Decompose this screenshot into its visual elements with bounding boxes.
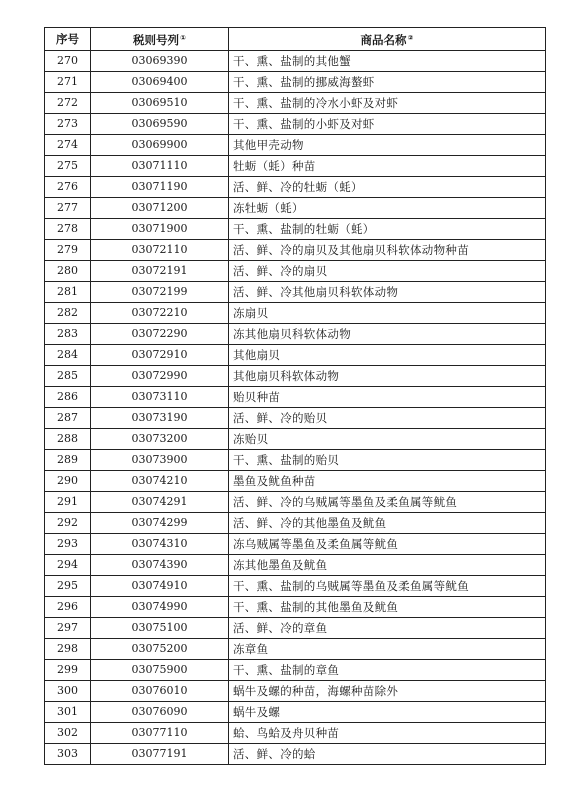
cell-name: 冻扇贝 bbox=[229, 303, 546, 324]
table-row bbox=[45, 576, 546, 597]
cell-code: 03073200 bbox=[91, 429, 229, 450]
tariff-table-container bbox=[44, 27, 545, 765]
table-row bbox=[45, 681, 546, 702]
cell-code: 03074990 bbox=[91, 597, 229, 618]
table-row bbox=[45, 471, 546, 492]
cell-code: 03069390 bbox=[91, 51, 229, 72]
table-row bbox=[45, 156, 546, 177]
cell-seq: 284 bbox=[45, 345, 91, 366]
cell-code: 03074299 bbox=[91, 513, 229, 534]
cell-code: 03074210 bbox=[91, 471, 229, 492]
table-row bbox=[45, 219, 546, 240]
cell-name: 干、熏、盐制的牡蛎（蚝） bbox=[229, 219, 546, 240]
cell-seq: 273 bbox=[45, 114, 91, 135]
cell-code: 03076090 bbox=[91, 702, 229, 723]
cell-code: 03069900 bbox=[91, 135, 229, 156]
cell-name: 干、熏、盐制的小虾及对虾 bbox=[229, 114, 546, 135]
header-row bbox=[45, 28, 546, 51]
cell-name: 冻贻贝 bbox=[229, 429, 546, 450]
cell-seq: 288 bbox=[45, 429, 91, 450]
cell-seq: 274 bbox=[45, 135, 91, 156]
cell-code: 03069590 bbox=[91, 114, 229, 135]
table-row bbox=[45, 198, 546, 219]
cell-seq: 270 bbox=[45, 51, 91, 72]
cell-name: 蜗牛及螺 bbox=[229, 702, 546, 723]
cell-code: 03073190 bbox=[91, 408, 229, 429]
cell-seq: 295 bbox=[45, 576, 91, 597]
cell-seq: 299 bbox=[45, 660, 91, 681]
header-name: 商品名称② bbox=[229, 28, 546, 51]
table-row bbox=[45, 744, 546, 765]
table-row bbox=[45, 429, 546, 450]
cell-name: 其他扇贝 bbox=[229, 345, 546, 366]
cell-seq: 290 bbox=[45, 471, 91, 492]
header-seq: 序号 bbox=[45, 28, 91, 51]
cell-code: 03072199 bbox=[91, 282, 229, 303]
cell-code: 03075200 bbox=[91, 639, 229, 660]
table-row bbox=[45, 177, 546, 198]
cell-name: 活、鲜、冷的贻贝 bbox=[229, 408, 546, 429]
cell-seq: 303 bbox=[45, 744, 91, 765]
cell-name: 干、熏、盐制的其他墨鱼及鱿鱼 bbox=[229, 597, 546, 618]
cell-name: 冻牡蛎（蚝） bbox=[229, 198, 546, 219]
cell-name: 墨鱼及鱿鱼种苗 bbox=[229, 471, 546, 492]
cell-code: 03072210 bbox=[91, 303, 229, 324]
table-row bbox=[45, 513, 546, 534]
cell-seq: 283 bbox=[45, 324, 91, 345]
header-code: 税则号列① bbox=[91, 28, 229, 51]
cell-name: 冻其他扇贝科软体动物 bbox=[229, 324, 546, 345]
cell-code: 03069400 bbox=[91, 72, 229, 93]
cell-seq: 285 bbox=[45, 366, 91, 387]
table-row bbox=[45, 261, 546, 282]
table-row bbox=[45, 324, 546, 345]
cell-code: 03071190 bbox=[91, 177, 229, 198]
cell-name: 活、鲜、冷的其他墨鱼及鱿鱼 bbox=[229, 513, 546, 534]
cell-name: 冻乌贼属等墨鱼及柔鱼属等鱿鱼 bbox=[229, 534, 546, 555]
cell-code: 03072910 bbox=[91, 345, 229, 366]
cell-seq: 281 bbox=[45, 282, 91, 303]
cell-code: 03073900 bbox=[91, 450, 229, 471]
cell-code: 03077110 bbox=[91, 723, 229, 744]
cell-code: 03072191 bbox=[91, 261, 229, 282]
cell-seq: 280 bbox=[45, 261, 91, 282]
table-row bbox=[45, 534, 546, 555]
cell-code: 03074910 bbox=[91, 576, 229, 597]
cell-code: 03074390 bbox=[91, 555, 229, 576]
cell-name: 活、鲜、冷的乌贼属等墨鱼及柔鱼属等鱿鱼 bbox=[229, 492, 546, 513]
cell-seq: 286 bbox=[45, 387, 91, 408]
table-row bbox=[45, 660, 546, 681]
cell-seq: 293 bbox=[45, 534, 91, 555]
cell-code: 03072290 bbox=[91, 324, 229, 345]
cell-seq: 278 bbox=[45, 219, 91, 240]
table-row bbox=[45, 492, 546, 513]
table-row bbox=[45, 366, 546, 387]
cell-seq: 279 bbox=[45, 240, 91, 261]
cell-name: 活、鲜、冷的扇贝及其他扇贝科软体动物种苗 bbox=[229, 240, 546, 261]
table-row bbox=[45, 114, 546, 135]
footnote-marker-2: ② bbox=[407, 34, 414, 42]
cell-name: 干、熏、盐制的贻贝 bbox=[229, 450, 546, 471]
cell-name: 干、熏、盐制的其他蟹 bbox=[229, 51, 546, 72]
cell-seq: 301 bbox=[45, 702, 91, 723]
table-row bbox=[45, 51, 546, 72]
cell-name: 牡蛎（蚝）种苗 bbox=[229, 156, 546, 177]
cell-name: 贻贝种苗 bbox=[229, 387, 546, 408]
table-row bbox=[45, 303, 546, 324]
table-row bbox=[45, 597, 546, 618]
cell-name: 干、熏、盐制的章鱼 bbox=[229, 660, 546, 681]
table-row bbox=[45, 345, 546, 366]
cell-seq: 271 bbox=[45, 72, 91, 93]
cell-name: 其他甲壳动物 bbox=[229, 135, 546, 156]
table-row bbox=[45, 72, 546, 93]
cell-seq: 289 bbox=[45, 450, 91, 471]
cell-seq: 291 bbox=[45, 492, 91, 513]
cell-code: 03072110 bbox=[91, 240, 229, 261]
cell-name: 冻章鱼 bbox=[229, 639, 546, 660]
cell-seq: 275 bbox=[45, 156, 91, 177]
tariff-table bbox=[44, 27, 546, 765]
cell-seq: 298 bbox=[45, 639, 91, 660]
cell-name: 活、鲜、冷的蛤 bbox=[229, 744, 546, 765]
cell-name: 蛤、鸟蛤及舟贝种苗 bbox=[229, 723, 546, 744]
table-row bbox=[45, 387, 546, 408]
cell-code: 03077191 bbox=[91, 744, 229, 765]
cell-code: 03071110 bbox=[91, 156, 229, 177]
cell-seq: 282 bbox=[45, 303, 91, 324]
cell-code: 03075100 bbox=[91, 618, 229, 639]
cell-seq: 292 bbox=[45, 513, 91, 534]
table-row bbox=[45, 408, 546, 429]
cell-code: 03069510 bbox=[91, 93, 229, 114]
cell-code: 03074291 bbox=[91, 492, 229, 513]
cell-seq: 296 bbox=[45, 597, 91, 618]
cell-code: 03075900 bbox=[91, 660, 229, 681]
cell-name: 干、熏、盐制的挪威海螯虾 bbox=[229, 72, 546, 93]
cell-name: 活、鲜、冷其他扇贝科软体动物 bbox=[229, 282, 546, 303]
table-row bbox=[45, 282, 546, 303]
cell-code: 03073110 bbox=[91, 387, 229, 408]
cell-code: 03071200 bbox=[91, 198, 229, 219]
cell-name: 蜗牛及螺的种苗，海螺种苗除外 bbox=[229, 681, 546, 702]
table-body bbox=[45, 51, 546, 765]
table-row bbox=[45, 702, 546, 723]
cell-code: 03072990 bbox=[91, 366, 229, 387]
table-row bbox=[45, 639, 546, 660]
cell-seq: 300 bbox=[45, 681, 91, 702]
cell-seq: 287 bbox=[45, 408, 91, 429]
cell-seq: 276 bbox=[45, 177, 91, 198]
table-row bbox=[45, 135, 546, 156]
cell-seq: 272 bbox=[45, 93, 91, 114]
cell-name: 活、鲜、冷的章鱼 bbox=[229, 618, 546, 639]
cell-code: 03071900 bbox=[91, 219, 229, 240]
cell-seq: 294 bbox=[45, 555, 91, 576]
cell-name: 活、鲜、冷的牡蛎（蚝） bbox=[229, 177, 546, 198]
table-row bbox=[45, 618, 546, 639]
cell-seq: 297 bbox=[45, 618, 91, 639]
table-row bbox=[45, 93, 546, 114]
cell-name: 干、熏、盐制的冷水小虾及对虾 bbox=[229, 93, 546, 114]
cell-seq: 277 bbox=[45, 198, 91, 219]
table-row bbox=[45, 240, 546, 261]
table-row bbox=[45, 723, 546, 744]
cell-name: 干、熏、盐制的乌贼属等墨鱼及柔鱼属等鱿鱼 bbox=[229, 576, 546, 597]
table-row bbox=[45, 555, 546, 576]
table-row bbox=[45, 450, 546, 471]
cell-seq: 302 bbox=[45, 723, 91, 744]
cell-code: 03074310 bbox=[91, 534, 229, 555]
cell-name: 冻其他墨鱼及鱿鱼 bbox=[229, 555, 546, 576]
cell-code: 03076010 bbox=[91, 681, 229, 702]
cell-name: 其他扇贝科软体动物 bbox=[229, 366, 546, 387]
footnote-marker-1: ① bbox=[180, 34, 186, 42]
cell-name: 活、鲜、冷的扇贝 bbox=[229, 261, 546, 282]
